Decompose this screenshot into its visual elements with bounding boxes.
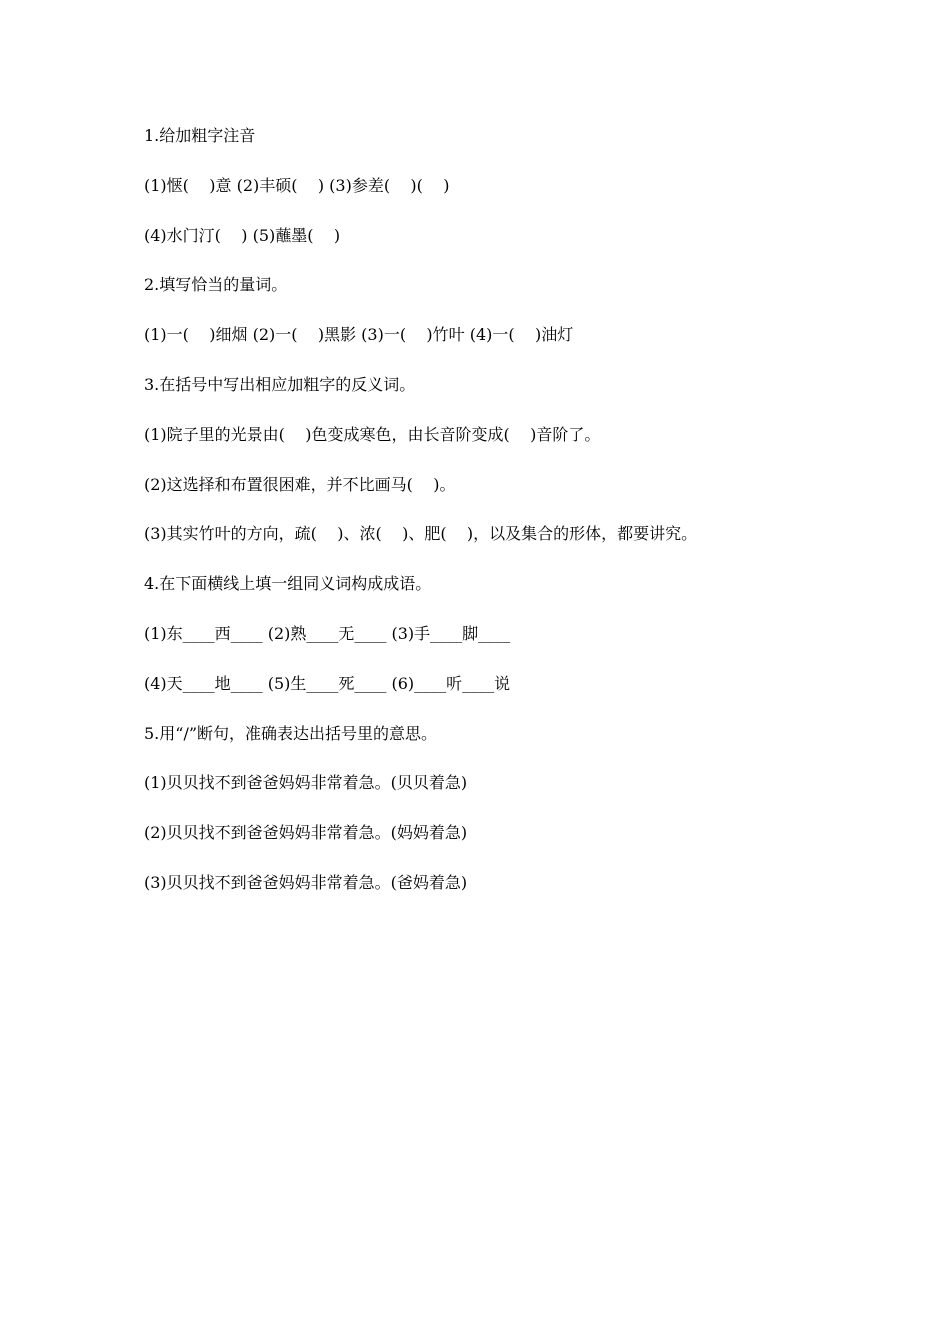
- question-4-items-a: (1)东____西____ (2)熟____无____ (3)手____脚____: [144, 623, 511, 643]
- question-1-items-a: (1)惬( )意 (2)丰硕( ) (3)参差( )( ): [144, 175, 450, 195]
- question-4-items-b: (4)天____地____ (5)生____死____ (6)____听____说: [144, 673, 511, 693]
- question-4-heading: 4.在下面横线上填一组同义词构成成语。: [144, 574, 432, 594]
- question-5-item-2: (2)贝贝找不到爸爸妈妈非常着急。(妈妈着急): [144, 823, 468, 843]
- question-1-items-b: (4)水门汀( ) (5)蘸墨( ): [144, 225, 341, 245]
- question-3-item-1: (1)院子里的光景由( )色变成寒色，由长音阶变成( )音阶了。: [144, 424, 601, 444]
- question-5-item-1: (1)贝贝找不到爸爸妈妈非常着急。(贝贝着急): [144, 773, 468, 793]
- question-3-item-3: (3)其实竹叶的方向，疏( )、浓( )、肥( )，以及集合的形体，都要讲究。: [144, 524, 698, 544]
- question-5-item-3: (3)贝贝找不到爸爸妈妈非常着急。(爸妈着急): [144, 872, 468, 892]
- question-3-heading: 3.在括号中写出相应加粗字的反义词。: [144, 374, 416, 394]
- question-3-item-2: (2)这选择和布置很困难，并不比画马( )。: [144, 474, 456, 494]
- question-5-heading: 5.用“/”断句，准确表达出括号里的意思。: [144, 723, 438, 743]
- question-2-items: (1)一( )细烟 (2)一( )黑影 (3)一( )竹叶 (4)一( )油灯: [144, 325, 574, 345]
- question-1-heading: 1.给加粗字注音: [144, 126, 256, 145]
- question-2-heading: 2.填写恰当的量词。: [144, 275, 288, 295]
- exercise-list: [144, 124, 844, 921]
